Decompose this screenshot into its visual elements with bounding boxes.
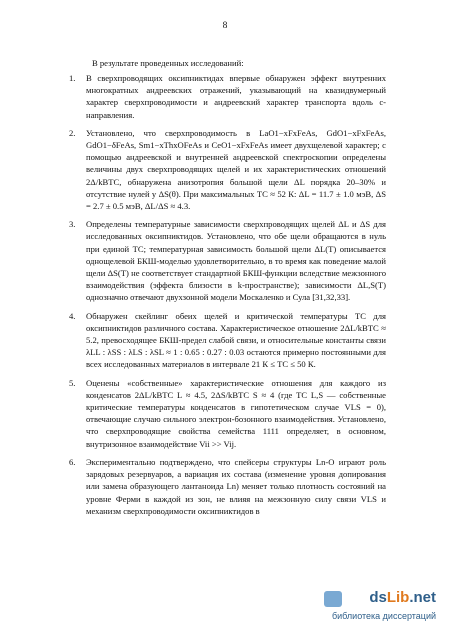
list-item <box>0 377 450 450</box>
item-text: Определены температурные зависимости сверхпроводящих щелей ΔL и ΔS для исследованных оксипниктидов. Установлено, что обе щели обращаются в нуль при единой TC; температурная зависимость большой щели ΔL(T) описывается однощелевой БКШ-моделью удовлетворительно, в то время как поведение малой щели ΔS(T) не соответствует стандартной БКШ-функции вследствие межзонного взаимодействия (эффекта близости в k-пространстве); зависимости ΔL,S(T) однозначно отвечают двухзонной модели Москаленко и Сула [31,32,33]. <box>86 219 386 303</box>
item-text: Оценены «собственные» характеристические отношения для каждого из конденсатов 2ΔL/kBTC L ≈ 4.5, 2ΔS/kBTC S ≈ 4 (где TC L,S — собственные критические температуры конденсатов в гипотетическом случае VLS = 0), отвечающие случаю сильного электрон-бозонного взаимодействия. Установлено, что сверхпроводящие свойства семейства 1111 определяет, в основном, внутризонное взаимодействие Vii >> Vij. <box>86 377 386 449</box>
page-number: 8 <box>222 21 228 31</box>
item-number: 5. <box>69 377 76 388</box>
item-number: 1. <box>69 73 76 83</box>
item-text: Обнаружен скейлинг обеих щелей и критической температуры TC для оксипниктидов различного состава. Характеристическое отношение 2ΔL/kBTC ≈ 5.2, превосходящее БКШ-предел слабой связи, и относительные константы связи λLL : λSS : λLS : λSL ≈ 1 : 0.65 : 0.27 : 0.03 остаются примерно постоянными для всех исследованных материалов в интервале 21 К ≤ TC ≤ 50 К. <box>86 310 386 370</box>
book-icon <box>324 591 342 607</box>
list-item <box>0 218 450 303</box>
watermark-subtitle: библиотека диссертаций <box>331 611 436 621</box>
intro-text: В результате проведенных исследований: <box>92 58 244 68</box>
watermark-logo: dsLib.net <box>369 589 436 606</box>
list-item <box>0 72 450 121</box>
item-text: В сверхпроводящих оксипниктидах впервые обнаружен эффект внутренних многократных андреевских отражений, указывающий на квазидвумерный характер сверхпроводимости и андреевский характер транспорта вдоль c-направления. <box>86 73 386 120</box>
watermark <box>310 589 440 629</box>
item-text: Экспериментально подтверждено, что спейсеры структуры Ln-O играют роль зарядовых резервуаров, а вариация их состава (изменение уровня допирования или замена образующего лантаноида Ln) меняет только плотность состояний на уровне Ферми в каждой из зон, не влияя на межзонную силу связи VLS и механизм сверхпроводимости оксипниктидов в <box>86 456 386 516</box>
list-item <box>0 127 450 212</box>
item-text: Установлено, что сверхпроводимость в LaO1−xFxFeAs, GdO1−xFxFeAs, GdO1−δFeAs, Sm1−xThxOFeAs и CeO1−xFxFeAs имеет двухщелевой характер; с помощью андреевской и внутренней андреевской спектроскопии определены величины двух сверхпроводящих щелей и их характеристических отношений 2Δ/kBTC, обнаружена анизотропия большой щели ΔL порядка 20–30% и отсутствие нулей у ΔS(θ). При максимальных TC ≈ 52 К: ΔL = 11.7 ± 1.0 мэВ, ΔS = 2.7 ± 0.5 мэВ, ΔL/ΔS ≈ 4.3. <box>86 127 386 212</box>
list-item <box>0 456 450 517</box>
item-number: 6. <box>69 456 76 467</box>
item-number: 4. <box>69 310 76 321</box>
item-number: 2. <box>69 127 76 138</box>
results-list <box>0 72 450 523</box>
list-item <box>0 310 450 371</box>
item-number: 3. <box>69 219 76 230</box>
